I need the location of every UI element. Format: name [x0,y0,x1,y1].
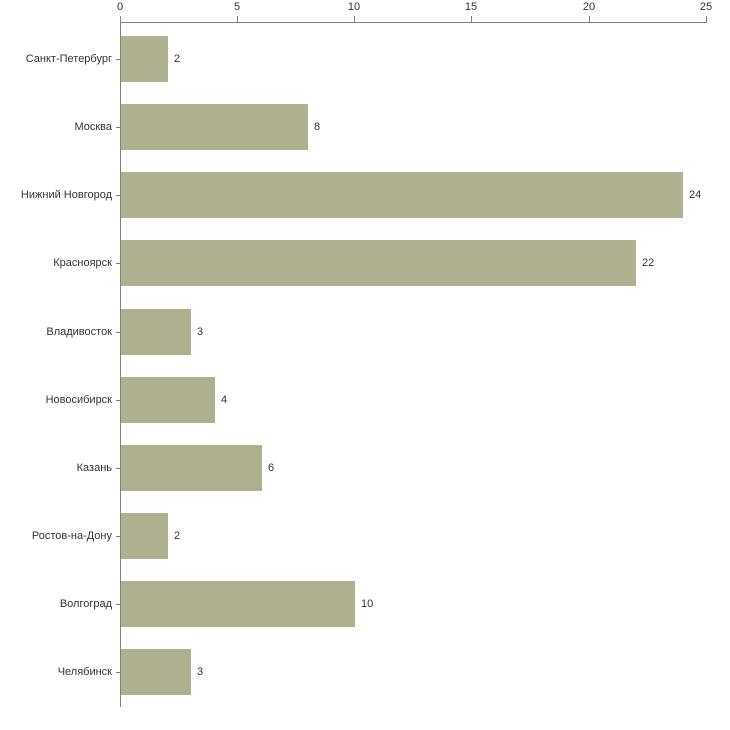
y-tick-label: Владивосток [46,326,112,338]
bar-value-label: 10 [361,598,374,610]
bar [121,309,191,355]
x-tick-mark [706,16,707,22]
bar-value-label: 2 [174,53,181,65]
bar-value-label: 3 [197,666,204,678]
x-tick-label: 0 [116,1,124,13]
bar-value-label: 4 [221,394,228,406]
x-tick-label: 10 [347,1,361,13]
x-tick-mark [120,16,121,22]
x-tick-mark [237,16,238,22]
bar [121,172,683,218]
y-tick-label: Ростов-на-Дону [31,530,112,542]
bar [121,513,168,559]
y-tick-label: Нижний Новгород [20,189,112,201]
bar-value-label: 6 [268,462,275,474]
x-tick-label: 20 [582,1,596,13]
x-tick-label: 5 [233,1,241,13]
x-tick-mark [354,16,355,22]
bar [121,581,355,627]
bar [121,240,636,286]
bar-value-label: 24 [689,189,702,201]
y-tick-label: Волгоград [59,598,112,610]
bar [121,36,168,82]
y-tick-label: Новосибирск [45,394,112,406]
x-tick-mark [589,16,590,22]
y-tick-label: Красноярск [53,257,112,269]
y-tick-label: Челябинск [57,666,112,678]
x-axis-line [120,22,707,23]
bar-value-label: 8 [314,121,321,133]
y-tick-label: Казань [76,462,112,474]
x-tick-label: 15 [464,1,478,13]
y-tick-label: Москва [74,121,112,133]
bar [121,104,308,150]
y-tick-label: Санкт-Петербург [25,53,112,65]
x-tick-label: 25 [699,1,713,13]
bar-value-label: 22 [642,257,655,269]
bar-value-label: 3 [197,326,204,338]
bar-value-label: 2 [174,530,181,542]
bar [121,377,215,423]
bar [121,445,262,491]
bar [121,649,191,695]
x-tick-mark [471,16,472,22]
